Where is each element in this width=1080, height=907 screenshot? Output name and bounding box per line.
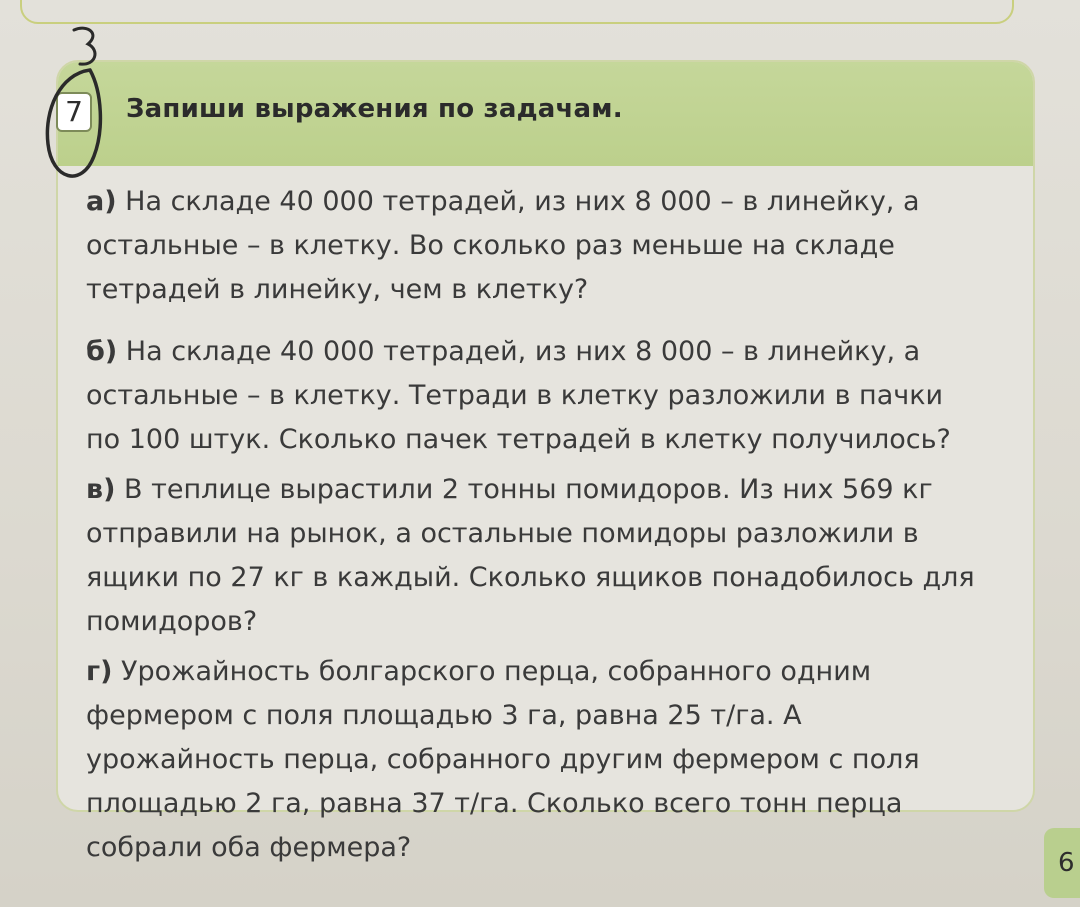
problem-a (86, 180, 976, 312)
problem-a-marker: а) (86, 186, 117, 217)
problem-v-marker: в) (86, 474, 116, 505)
problem-g-text: Урожайность болгарского перца, собранного одним фермером с поля площадью 3 га, равна 25 т/га. А урожайность перца, собранного другим фермером с поля площадью 2 га, равна 37 т/га. Сколько всего тонн перца собрали оба фермера? (86, 656, 920, 863)
handwritten-mark-text: 3 (66, 42, 67, 43)
problem-b-marker: б) (86, 336, 118, 367)
task-title: Запиши выражения по задачам. (126, 94, 623, 124)
problem-b (86, 330, 976, 462)
problem-a-text: На складе 40 000 тетрадей, из них 8 000 – в линейку, а остальные – в клетку. Во сколько раз меньше на складе тетрадей в линейку, чем в клетку? (86, 186, 920, 305)
problem-v-text: В теплице вырастили 2 тонны помидоров. Из них 569 кг отправили на рынок, а остальные помидоры разложили в ящики по 27 кг в каждый. Сколько ящиков понадобилось для помидоров? (86, 474, 975, 637)
problem-v (86, 468, 976, 644)
problem-g-marker: г) (86, 656, 113, 687)
task-number: 7 (56, 92, 92, 132)
problem-g (86, 650, 976, 870)
previous-task-box (20, 0, 1014, 24)
page-number: 6 (1044, 828, 1080, 898)
problem-b-text: На складе 40 000 тетрадей, из них 8 000 – в линейку, а остальные – в клетку. Тетради в клетку разложили в пачки по 100 штук. Сколько пачек тетрадей в клетку получилось? (86, 336, 951, 455)
